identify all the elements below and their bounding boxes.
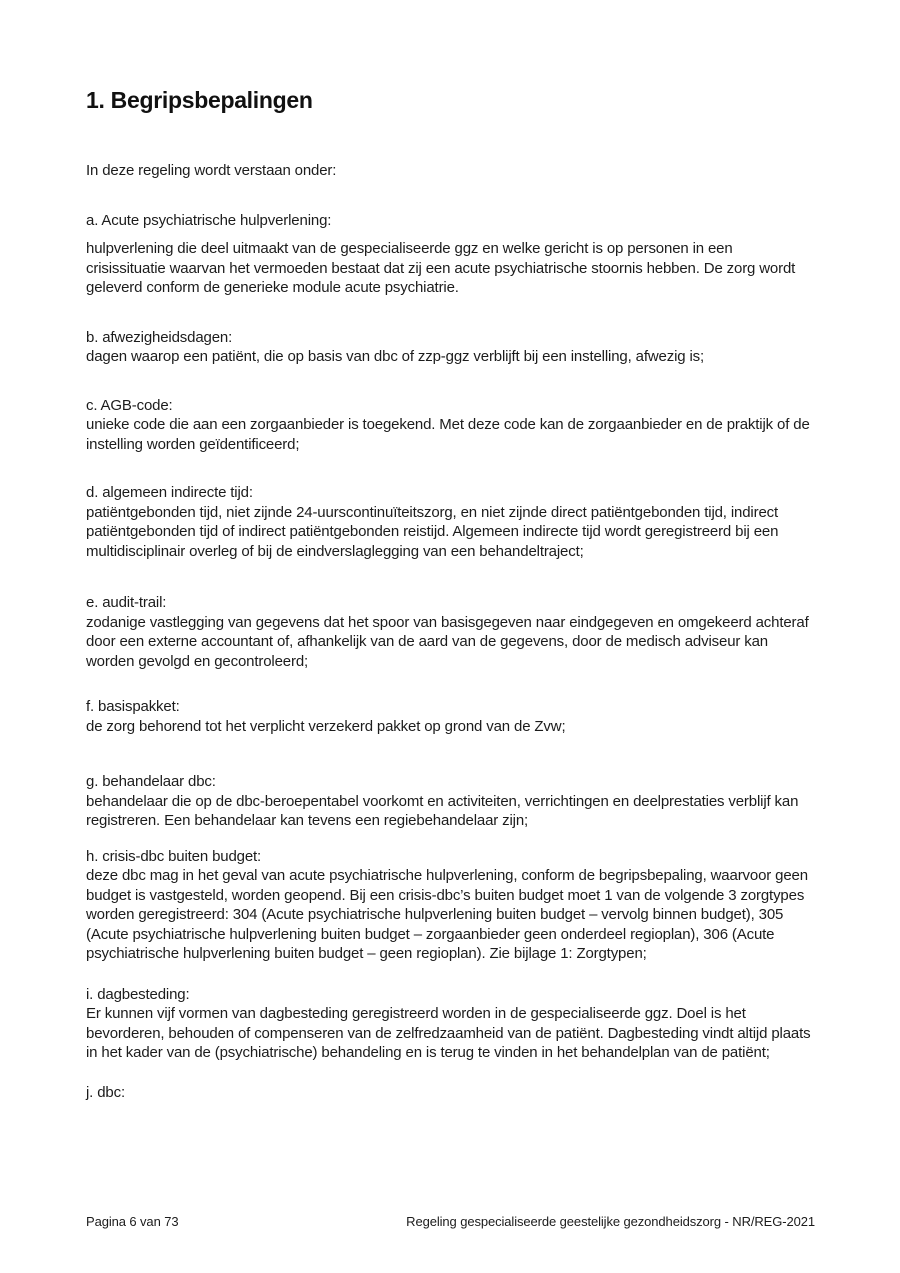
page-footer [86,1214,815,1230]
page-title: 1. Begripsbepalingen [86,87,313,113]
definition-body: unieke code die aan een zorgaanbieder is toegekend. Met deze code kan de zorgaanbieder en de praktijk of de instelling worden geïdentificeerd; [86,416,810,453]
definition-item [86,396,815,455]
definition-body: behandelaar die op de dbc-beroepentabel voorkomt en activiteiten, verrichtingen en deelprestaties verblijf kan registreren. Een behandelaar kan tevens een regiebehandelaar zijn; [86,792,799,829]
definition-item [86,1083,815,1103]
definition-term: d. algemeen indirecte tijd: [86,484,253,501]
definition-item [86,772,815,831]
definition-item [86,697,815,736]
definition-term: e. audit-trail: [86,594,167,611]
definition-item [86,847,815,964]
definition-term: g. behandelaar dbc: [86,773,216,790]
definition-body: de zorg behorend tot het verplicht verzekerd pakket op grond van de Zvw; [86,717,566,735]
definition-body: deze dbc mag in het geval van acute psychiatrische hulpverlening, conform de begripsbepaling, waarvoor geen budget is vastgesteld, worden geopend. Bij een crisis-dbc’s buiten budget moet 1 van de volgende 3 zorgtypes worden geregistreerd: 304 (Acute psychiatrische hulpverlening buiten budget – vervolg binnen budget), 305 (Acute psychiatrische hulpverlening buiten budget – zorgaanbieder geen onderdeel regioplan), 306 (Acute psychiatrische hulpverlening buiten budget – geen regioplan). Zie bijlage 1: Zorgtypen; [86,867,808,962]
definition-item [86,328,815,367]
definition-term: i. dagbesteding: [86,985,190,1003]
footer-document-title: Regeling gespecialiseerde geestelijke gezondheidszorg - NR/REG-2021 [406,1214,815,1229]
intro-text: In deze regeling wordt verstaan onder: [86,162,337,179]
definition-item [86,985,815,1063]
definition-term: b. afwezigheidsdagen: [86,328,233,346]
definition-term: f. basispakket: [86,698,180,715]
definition-term: a. Acute psychiatrische hulpverlening: [86,211,332,229]
definition-body: zodanige vastlegging van gegevens dat het spoor van basisgegeven naar eindgegeven en omgekeerd achteraf door een externe accountant of, afhankelijk van de aard van de gegevens, door de medisch adviseur kan worden gevolgd en gecontroleerd; [86,613,809,670]
definition-item [86,211,815,298]
definition-term: h. crisis-dbc buiten budget: [86,847,262,865]
definition-term: j. dbc: [86,1083,125,1101]
definition-body: Er kunnen vijf vormen van dagbesteding geregistreerd worden in de gespecialiseerde ggz. Doel is het bevorderen, behouden of compenseren van de zelfredzaamheid van de patiënt. Dagbesteding vindt altijd plaats in het kader van de (psychiatrische) behandeling en is terug te vinden in het behandelplan van de patiënt; [86,1005,811,1061]
definition-body: patiëntgebonden tijd, niet zijnde 24-uurscontinuïteitszorg, en niet zijnde direct patiëntgebonden tijd, indirect patiëntgebonden tijd of indirect patiëntgebonden reistijd. Algemeen indirecte tijd wordt geregistreerd bij een multidisciplinair overleg of bij de eindverslaglegging van een behandeltraject; [86,503,779,560]
definitions-list [86,211,815,1103]
definition-body: hulpverlening die deel uitmaakt van de gespecialiseerde ggz en welke gericht is op personen in een crisissituatie waarvan het vermoeden bestaat dat zij een acute psychiatrische stoornis hebben. De zorg wordt geleverd conform de generieke module acute psychiatrie. [86,240,796,296]
definition-item [86,593,815,671]
definition-item [86,483,815,561]
footer-page-number: Pagina 6 van 73 [86,1214,179,1229]
definition-body: dagen waarop een patiënt, die op basis van dbc of zzp-ggz verblijft bij een instelling, afwezig is; [86,348,705,365]
definition-term: c. AGB-code: [86,396,173,414]
